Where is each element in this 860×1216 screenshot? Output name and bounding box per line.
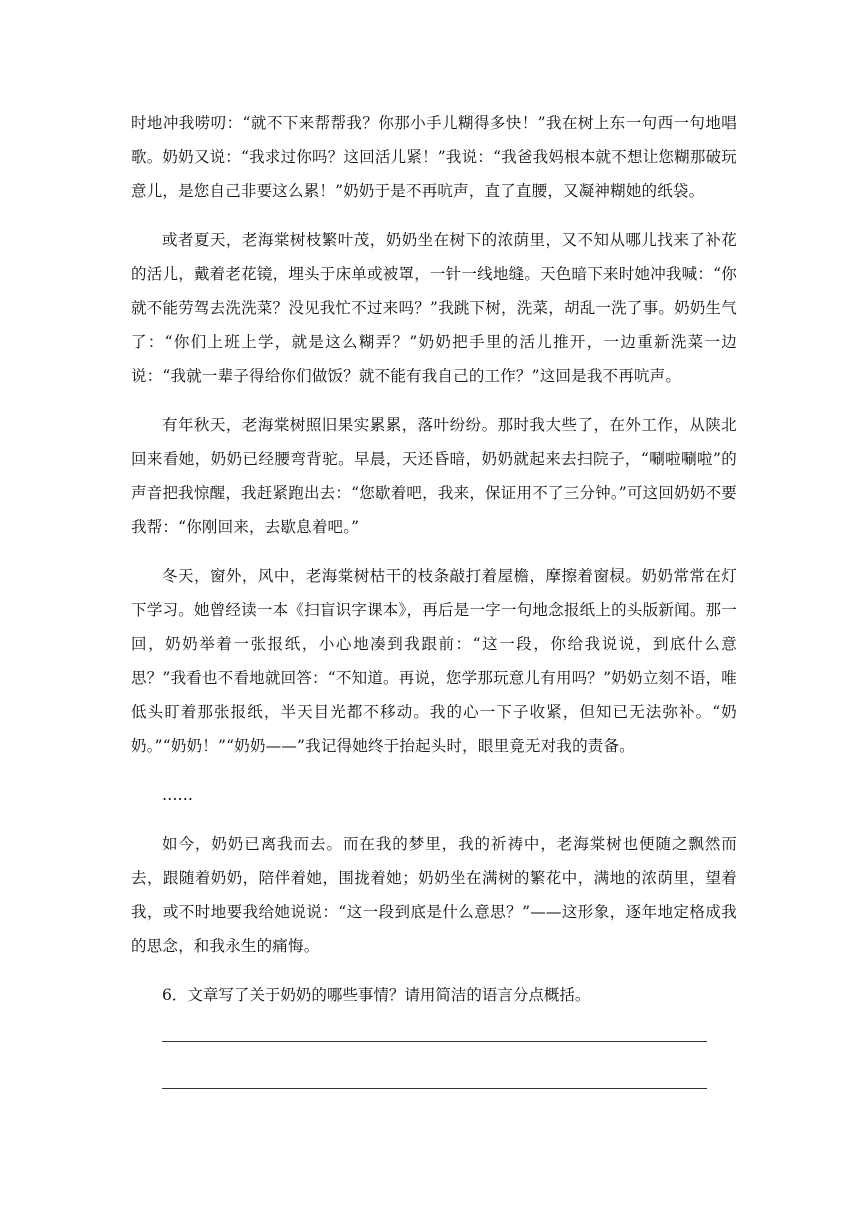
paragraph-4: 冬天，窗外，风中，老海棠树枯干的枝条敲打着屋檐，摩擦着窗棂。奶奶常常在灯下学习。她曾经读一本《扫盲识字课本》，再后是一字一句地念报纸上的头版新闻。那一回，奶奶举着一张报纸，小心地凑到我跟前：“这一段，你给我说说，到底什么意思？”我看也不看地就回答：“不知道。再说，您学那玩意儿有用吗？”奶奶立刻不语，唯低头盯着那张报纸，半天目光都不移动。我的心一下子收紧，但知已无法弥补。“奶奶。”“奶奶！”“奶奶——”我记得她终于抬起头时，眼里竟无对我的责备。 — [131, 567, 737, 755]
paragraph-3: 有年秋天，老海棠树照旧果实累累，落叶纷纷。那时我大些了，在外工作，从陕北回来看她，奶奶已经腰弯背驼。早晨，天还昏暗，奶奶就起来去扫院子，“唰啦唰啦”的声音把我惊醒，我赶紧跑出去：“您歇着吧，我来，保证用不了三分钟。”可这回奶奶不要我帮：“你刚回来，去歇息着吧。” — [131, 416, 737, 536]
article-body — [131, 106, 737, 1012]
answer-line-2[interactable] — [162, 1088, 707, 1089]
paragraph-1: 时地冲我唠叨：“就不下来帮帮我？你那小手儿糊得多快！”我在树上东一句西一句地唱歌。奶奶又说：“我求过你吗？这回活儿紧！”我说：“我爸我妈根本就不想让您糊那破玩意儿，是您自己非要这么累！”奶奶于是不再吭声，直了直腰，又凝神糊她的纸袋。 — [131, 114, 737, 200]
question-6: 6．文章写了关于奶奶的哪些事情？请用简洁的语言分点概括。 — [162, 986, 591, 1004]
paragraph-2: 或者夏天，老海棠树枝繁叶茂，奶奶坐在树下的浓荫里，又不知从哪儿找来了补花的活儿，戴着老花镜，埋头于床单或被罩，一针一线地缝。天色暗下来时她冲我喊：“你就不能劳驾去洗洗菜？没见我忙不过来吗？”我跳下树，洗菜，胡乱一洗了事。奶奶生气了：“你们上班上学，就是这么糊弄？”奶奶把手里的活儿推开，一边重新洗菜一边说：“我就一辈子得给你们做饭？就不能有我自己的工作？”这回是我不再吭声。 — [131, 231, 737, 385]
ellipsis: …… — [162, 786, 193, 804]
paragraph-5: 如今，奶奶已离我而去。而在我的梦里，我的祈祷中，老海棠树也便随之飘然而去，跟随着奶奶，陪伴着她，围拢着她；奶奶坐在满树的繁花中，满地的浓荫里，望着我，或不时地要我给她说说：“这一段到底是什么意思？”——这形象，逐年地定格成我的思念，和我永生的痛悔。 — [131, 835, 737, 955]
answer-line-1[interactable] — [162, 1041, 707, 1042]
